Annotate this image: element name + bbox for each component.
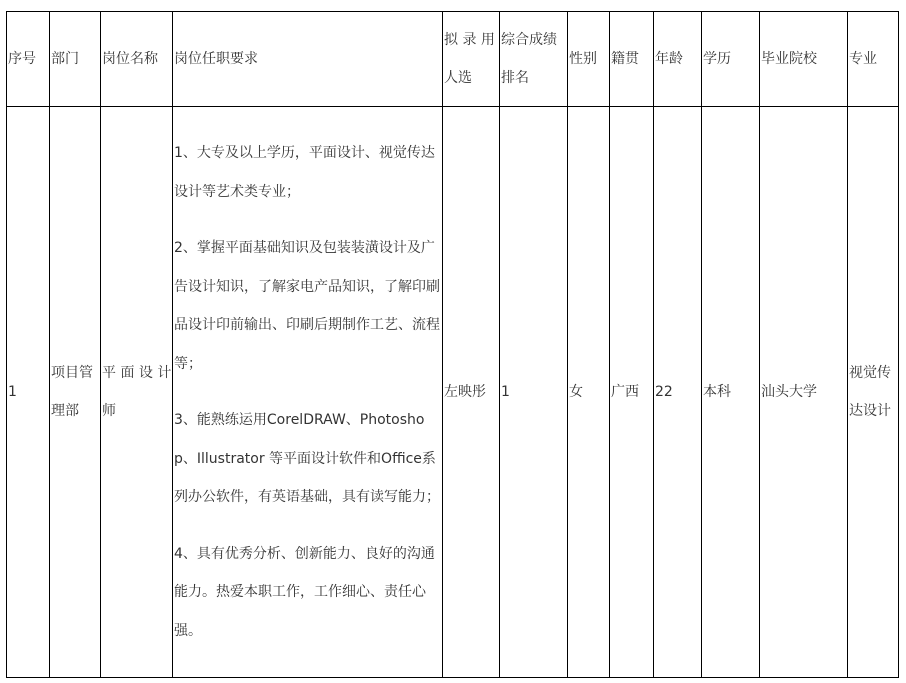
header-index: 序号 <box>7 12 50 107</box>
header-major: 专业 <box>848 12 899 107</box>
cell-position: 平 面 设 计师 <box>101 107 173 678</box>
requirement-item-3: 3、能熟练运用CorelDRAW、Photoshop、Illustrator 等平面设计软件和Office系列办公软件，有英语基础，具有读写能力； <box>174 412 440 505</box>
header-candidate: 拟 录 用人选 <box>443 12 500 107</box>
cell-candidate: 左映彤 <box>443 107 500 678</box>
header-education: 学历 <box>702 12 760 107</box>
cell-education: 本科 <box>702 107 760 678</box>
cell-rank: 1 <box>500 107 568 678</box>
candidate-table <box>6 11 899 678</box>
header-age: 年龄 <box>654 12 702 107</box>
cell-origin: 广西 <box>610 107 654 678</box>
cell-school: 汕头大学 <box>760 107 848 678</box>
cell-requirements <box>173 107 443 678</box>
header-department: 部门 <box>50 12 101 107</box>
requirement-item-4: 4、具有优秀分析、创新能力、良好的沟通能力。热爱本职工作，工作细心、责任心强。 <box>174 545 435 639</box>
requirement-item-1: 1、大专及以上学历，平面设计、视觉传达设计等艺术类专业； <box>174 145 435 200</box>
cell-department: 项目管理部 <box>50 107 101 678</box>
header-requirements: 岗位任职要求 <box>173 12 443 107</box>
cell-index: 1 <box>7 107 50 678</box>
header-origin: 籍贯 <box>610 12 654 107</box>
requirement-item-2: 2、掌握平面基础知识及包装装潢设计及广告设计知识，了解家电产品知识，了解印刷品设计印前输出、印刷后期制作工艺、流程等； <box>174 240 440 372</box>
header-gender: 性别 <box>568 12 610 107</box>
header-school: 毕业院校 <box>760 12 848 107</box>
cell-age: 22 <box>654 107 702 678</box>
cell-major: 视觉传达设计 <box>848 107 899 678</box>
table-row <box>7 107 899 678</box>
header-rank: 综合成绩排名 <box>500 12 568 107</box>
header-row <box>7 12 899 107</box>
cell-gender: 女 <box>568 107 610 678</box>
header-position: 岗位名称 <box>101 12 173 107</box>
